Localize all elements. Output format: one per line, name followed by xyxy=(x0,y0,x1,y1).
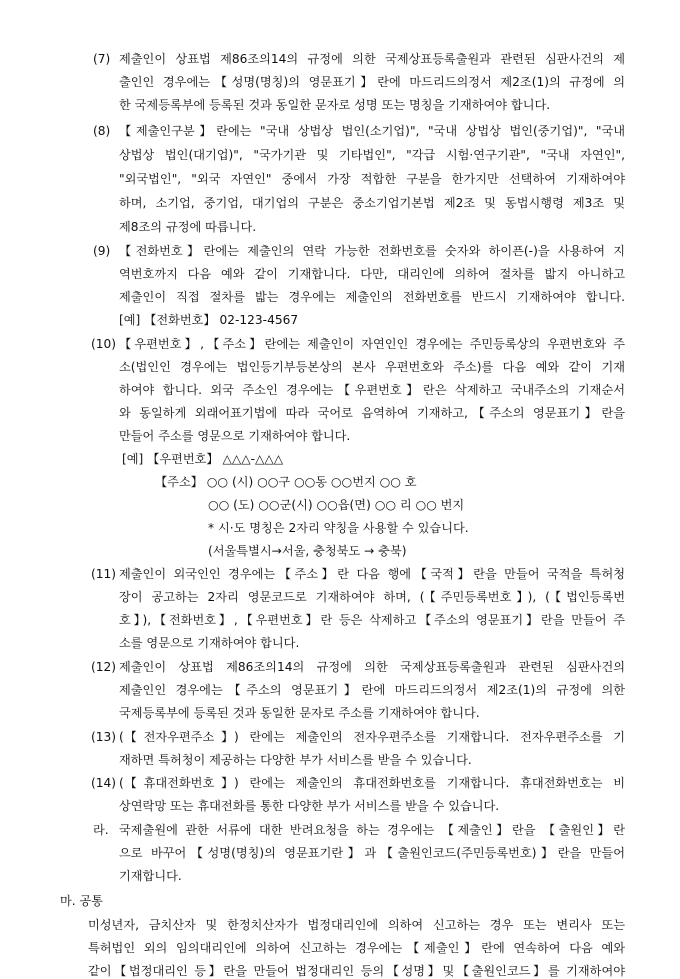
address-example-2: ○○ (도) ○○군(시) ○○읍(면) ○○ 리 ○○ 번지 xyxy=(208,498,465,512)
item-text-line: 출인인 경우에는【성명(명칭)의 영문표기】란에 마드리드의정서 제2조(1)의 규정에 의 xyxy=(119,75,625,89)
item-number: 라. xyxy=(93,823,109,837)
item-number: (10) xyxy=(91,337,117,351)
item-text-line: (【전자우편주소】) 란에는 제출인의 전자우편주소를 기재합니다. 전자우편주소를 기 xyxy=(119,730,625,744)
postal-code-example: [예] 【우편번호】 △△△-△△△ xyxy=(122,452,284,466)
item-text-line: 제출인인 경우에는【주소의 영문표기】란에 마드리드의정서 제2조(1)의 규정에 의한 xyxy=(119,683,625,697)
item-text-line: 국제출원에 관한 서류에 대한 반려요청을 하는 경우에는 【제출인】란을 【출원인】란 xyxy=(119,823,625,837)
item-number: (12) xyxy=(91,660,117,674)
item-text-line: 만들어 주소를 영문으로 기재하여야 합니다. xyxy=(119,429,351,443)
item-number: (13) xyxy=(91,730,117,744)
item-number: (8) xyxy=(93,124,111,138)
section-text-line: 같이【법정대리인 등】란을 만들어 법정대리인 등의【성명】및【출원인코드】를 기재하여야 xyxy=(88,964,625,978)
item-text-line: 제출인이 상표법 제86조의14의 규정에 의한 국제상표등록출원과 관련된 심판사건의 xyxy=(119,660,625,674)
item-text-line: 재하면 특허청이 제공하는 다양한 부가 서비스를 받을 수 있습니다. xyxy=(119,753,472,767)
item-text-line: 으로 바꾸어【성명(명칭)의 영문표기란】과【출원인코드(주민등록번호)】란을 만들어 xyxy=(119,846,625,860)
item-number: (11) xyxy=(91,567,117,581)
item-text-line: 한 국제등록부에 등록된 것과 동일한 문자로 성명 또는 명칭을 기재하여야 합니다. xyxy=(119,98,551,112)
item-text-line: 하며, 소기업, 중기업, 대기업의 구분은 중소기업기본법 제2조 및 동법시행령 제3조 및 xyxy=(119,196,625,210)
item-text-line: 호】),【전화번호】,【우편번호】란 등은 삭제하고【주소의 영문표기】란을 만들어 주 xyxy=(119,613,625,627)
item-text-line: 제출인이 직접 절차를 밟는 경우에는 제출인의 전화번호를 반드시 기재하여야 합니다. xyxy=(119,290,625,304)
item-text-line: 소(법인인 경우에는 법인등기부등본상의 본사 우편번호와 주소)를 다음 예와 같이 기재 xyxy=(119,360,625,374)
item-text-line: (【휴대전화번호】) 란에는 제출인의 휴대전화번호를 기재합니다. 휴대전화번호는 비 xyxy=(119,776,625,790)
item-text-line: 【전화번호】란에는 제출인의 연락 가능한 전화번호를 숫자와 하이픈(-)을 사용하여 지 xyxy=(119,244,625,258)
phone-example: [예] 【전화번호】 02-123-4567 xyxy=(119,313,299,327)
item-text-line: 상법상 법인(대기업)", "국가기관 및 기타법인", "각급 시험·연구기관", "국내 자연인", xyxy=(119,148,625,162)
abbreviation-example: (서울특별시→서울, 충청북도 → 충북) xyxy=(208,544,407,558)
item-text-line: 【우편번호】,【주소】란에는 제출인이 자연인인 경우에는 주민등록상의 우편번호와 주 xyxy=(119,337,625,351)
item-text-line: 하여야 합니다. 외국 주소인 경우에는【우편번호】란은 삭제하고 국내주소의 기재순서 xyxy=(119,383,625,397)
item-text-line: 상연락망 또는 휴대전화를 통한 다양한 부가 서비스를 받을 수 있습니다. xyxy=(119,799,500,813)
item-number: (14) xyxy=(91,776,117,790)
item-text-line: 【제출인구분】란에는 "국내 상법상 법인(소기업)", "국내 상법상 법인(중기업)", "국내 xyxy=(119,124,625,138)
item-text-line: 제8조의 규정에 따릅니다. xyxy=(119,220,257,234)
item-text-line: 소를 영문으로 기재하여야 합니다. xyxy=(119,636,300,650)
abbreviation-note: * 시·도 명칭은 2자리 약칭을 사용할 수 있습니다. xyxy=(208,521,469,535)
item-text-line: 장이 공고하는 2자리 영문코드로 기재하여야 하며, (【주민등록번호】), (【법인등록번 xyxy=(119,590,625,604)
section-heading: 마. 공통 xyxy=(60,894,104,908)
item-text-line: 역번호까지 다음 예와 같이 기재합니다. 다만, 대리인에 의하여 절차를 밟지 아니하고 xyxy=(119,267,625,281)
item-text-line: "외국법인", "외국 자연인" 중에서 가장 적합한 구분을 한가지만 선택하여 기재하여야 xyxy=(119,172,625,186)
item-number: (7) xyxy=(93,52,111,66)
item-number: (9) xyxy=(93,244,111,258)
address-example: 【주소】 ○○ (시) ○○구 ○○동 ○○번지 ○○ 호 xyxy=(155,475,417,489)
item-text-line: 제출인이 외국인인 경우에는【주소】란 다음 행에【국적】란을 만들어 국적을 특허청 xyxy=(119,567,625,581)
item-text-line: 제출인이 상표법 제86조의14의 규정에 의한 국제상표등록출원과 관련된 심판사건의 제 xyxy=(119,52,625,66)
item-text-line: 기재합니다. xyxy=(119,869,182,883)
section-text-line: 미성년자, 금치산자 및 한정치산자가 법정대리인에 의하여 신고하는 경우 또는 변리사 또는 xyxy=(88,918,625,932)
item-text-line: 와 동일하게 외래어표기법에 따라 국어로 음역하여 기재하고,【주소의 영문표기】란을 xyxy=(119,406,625,420)
item-text-line: 국제등록부에 등록된 것과 동일한 문자로 주소를 기재하여야 합니다. xyxy=(119,706,480,720)
section-text-line: 특허법인 외의 임의대리인에 의하여 신고하는 경우에는【제출인】란에 연속하여 다음 예와 xyxy=(88,941,625,955)
